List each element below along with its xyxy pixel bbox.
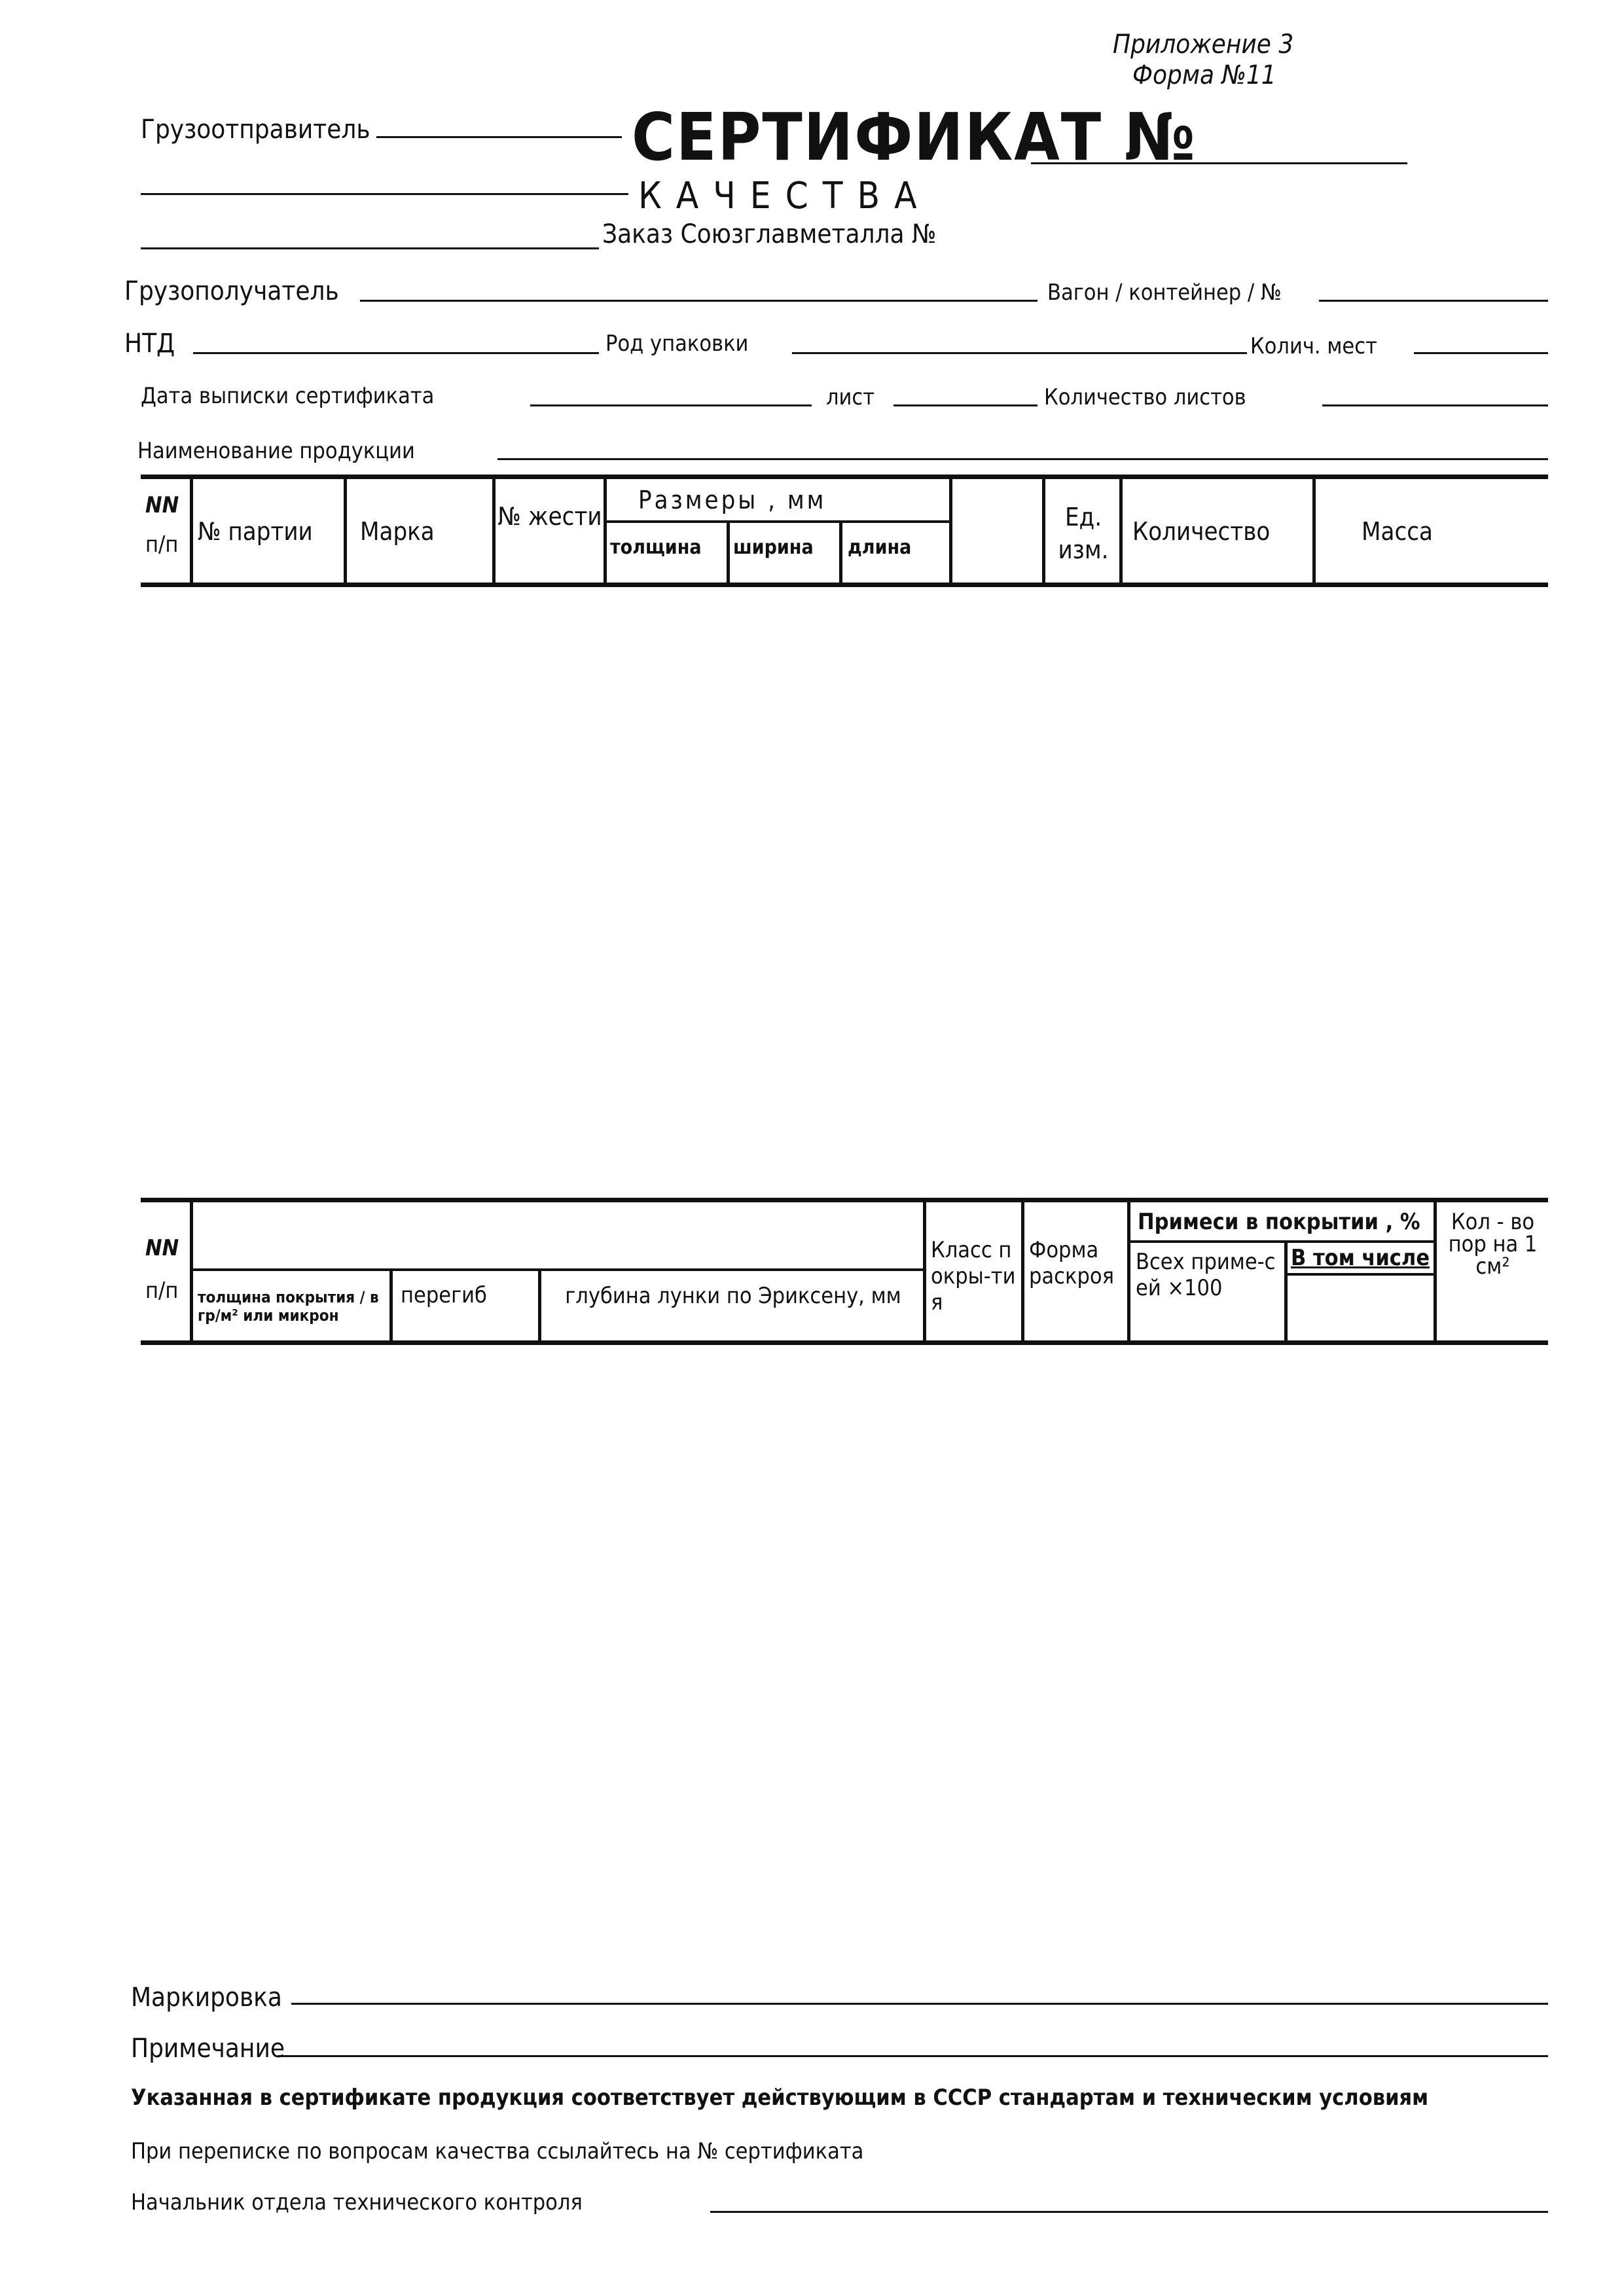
chief-field[interactable] (710, 2211, 1548, 2213)
sheet-label: лист (826, 384, 875, 410)
wagon-field[interactable] (1319, 300, 1548, 302)
product-field[interactable] (497, 458, 1548, 460)
places-label: Колич. мест (1250, 333, 1377, 359)
t2-impurities-header: Примеси в покрытии , % (1138, 1209, 1420, 1235)
t2-pores: Кол - во пор на 1 см² (1448, 1209, 1538, 1280)
wagon-label: Вагон / контейнер / № (1047, 279, 1282, 306)
t2-coating-class: Класс покры-тия (931, 1237, 1016, 1316)
t2-nn-sub: п/п (145, 1278, 179, 1304)
t1-nn: NN (145, 492, 179, 518)
t1-grade: Марка (360, 517, 435, 546)
t1-width: ширина (733, 536, 814, 559)
shipper-field-2[interactable] (141, 193, 628, 195)
marking-label: Маркировка (131, 1982, 282, 2013)
places-field[interactable] (1414, 352, 1548, 354)
t2-bend: перегиб (401, 1282, 487, 1308)
t2-coating-thickness: толщина покрытия / в гр/м² или микрон (198, 1288, 379, 1325)
packing-field[interactable] (792, 352, 1247, 354)
form-number: Форма №11 (1132, 60, 1276, 90)
sheet-field[interactable] (893, 404, 1038, 406)
t2-nn: NN (145, 1235, 179, 1261)
certificate-subtitle: КАЧЕСТВА (638, 175, 931, 217)
note-label: Примечание (131, 2034, 285, 2064)
consignee-field[interactable] (360, 300, 1038, 302)
certificate-number-field[interactable] (1031, 162, 1407, 164)
t1-nn-sub: п/п (145, 531, 179, 558)
t2-all-impurities: Всех приме-сей ×100 (1136, 1249, 1276, 1301)
chief-label: Начальник отдела технического контроля (131, 2189, 583, 2215)
reference-text: При переписке по вопросам качества ссылайтесь на № сертификата (131, 2138, 864, 2164)
compliance-text: Указанная в сертификате продукция соответствует действующим в СССР стандартам и техническим условиям (131, 2085, 1429, 2111)
t1-quantity: Количество (1132, 517, 1271, 546)
note-field[interactable] (278, 2055, 1548, 2057)
t2-cut-form: Форма раскроя (1029, 1237, 1114, 1289)
sheets-count-field[interactable] (1322, 404, 1548, 406)
t1-tin-no: № жести (497, 502, 602, 531)
issue-date-label: Дата выписки сертификата (141, 383, 435, 409)
certificate-title: СЕРТИФИКАТ № (632, 99, 1197, 175)
ntd-label: НТД (124, 329, 175, 359)
t2-erichsen: глубина лунки по Эриксену, мм (565, 1283, 901, 1309)
consignee-label: Грузополучатель (124, 276, 339, 306)
sheets-count-label: Количество листов (1044, 384, 1246, 410)
packing-label: Род упаковки (605, 331, 749, 357)
t1-unit: Ед. изм. (1058, 503, 1109, 564)
product-label: Наименование продукции (137, 438, 415, 464)
t1-thickness: толщина (610, 536, 702, 559)
shipper-label: Грузоотправитель (141, 115, 370, 145)
issue-date-field[interactable] (530, 404, 812, 406)
shipper-field-3[interactable] (141, 247, 599, 249)
marking-field[interactable] (291, 2003, 1548, 2005)
ntd-field[interactable] (193, 352, 599, 354)
t1-batch: № партии (198, 517, 313, 546)
t1-length: длина (848, 536, 912, 559)
appendix-note: Приложение 3 (1113, 29, 1294, 60)
order-label: Заказ Союзглавметалла № (602, 219, 937, 249)
shipper-field[interactable] (376, 136, 622, 138)
t2-including: В том числе (1291, 1245, 1430, 1271)
t1-mass: Масса (1362, 517, 1433, 546)
t1-dims-header: Размеры , мм (638, 486, 827, 514)
